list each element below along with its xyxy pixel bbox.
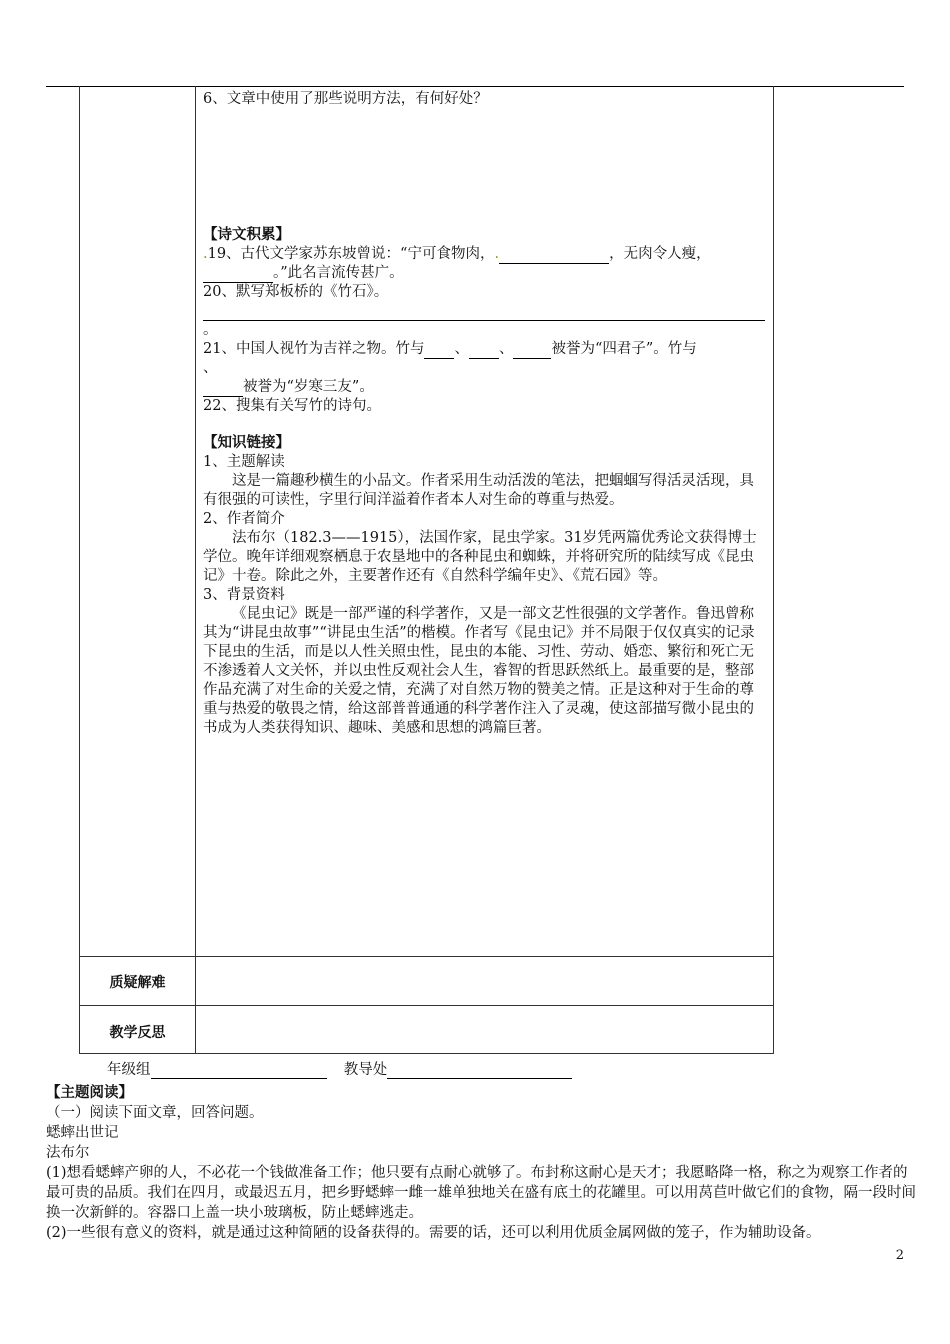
table-row-divider bbox=[79, 956, 774, 957]
reading-heading: 【主题阅读】 bbox=[46, 1085, 133, 1101]
answer-line[interactable] bbox=[203, 302, 765, 321]
question-20: 20、默写郑板桥的《竹石》。 bbox=[203, 284, 389, 300]
paragraph-2: (2)一些很有意义的资料，就是通过这种简陋的设备获得的。需要的话，还可以利用优质金属网做的笼子，作为辅助设备。 bbox=[46, 1225, 821, 1241]
paragraph-1: (1)想看蟋蟀产卵的人，不必花一个钱做准备工作；他只要有点耐心就够了。布封称这耐心是天才；我愿略降一格，称之为观察工作者的最可贵的品质。我们在四月，或最迟五月，把乡野蟋蟀一雌一雄单独地关在盛有底土的花罐里。可以用莴苣叶做它们的食物，隔一段时间换一次新鲜的。容器口上盖一块小玻璃板，防止蟋蟀逃走。 bbox=[46, 1165, 916, 1221]
article-author: 法布尔 bbox=[46, 1145, 90, 1161]
q19-text-c: 。”此名言流传甚广。 bbox=[273, 265, 404, 281]
fill-blank[interactable] bbox=[513, 344, 551, 359]
question-21: 21、中国人视竹为吉祥之物。竹与 、 、 被誉为“四君子”。竹与 bbox=[203, 341, 697, 357]
fill-blank[interactable] bbox=[469, 344, 499, 359]
row-label-reflection: 教学反思 bbox=[109, 1025, 166, 1041]
page-number: 2 bbox=[895, 1248, 904, 1263]
table-content-cell: 6、文章中使用了那些说明方法，有何好处？ 【诗文积累】 .19、古代文学家苏东坡曾说：“宁可食物肉，. ，无肉令人瘦， 。”此名言流传甚广。 20、默写郑板桥的《竹石》。 。 21、中国人视竹为吉祥之物。竹与 、 、 被誉为“四君子”。竹与 、 被誉为“岁寒三友”。 22、搜集有关写竹的诗句。 【知识链接】 1、主题解读 这是一篇趣秒横生的小品文。作者采用生动活泼的笔法，把蝈蝈写得活灵活现，具有很强的可读性，字里行间洋溢着作者本人对生命的尊重与热爱。 2、作者简介 法布尔（182.3——1915），法国作家，昆虫学家。31岁凭两篇优秀论文获得博士学位。晚年详细观察栖息于农垦地中的各种昆虫和蜘蛛，并将研究所的陆续写成《昆虫记》十卷。除此之外，主要著作还有《自然科学编年史》、《荒石园》等。 3、背景资料 《昆虫记》既是一部严谨的科学著作，又是一部文艺性很强的文学著作。鲁迅曾称其为“讲昆虫故事”“讲昆虫生活”的楷模。作者写《昆虫记》并不局限于仅仅真实的记录下昆虫的生活，而是以人性关照虫性，昆虫的本能、习性、劳动、婚恋、繁衍和死亡无不渗透着人文关怀，并以虫性反观社会人生，睿智的哲思跃然纸上。最重要的是，整部作品充满了对生命的关爱之情，充满了对自然万物的赞美之情。正是这种对于生命的尊重与热爱的敬畏之情，给这部普普通通的科学著作注入了灵魂，使这部描写微小昆虫的书成为人类获得知识、趣味、美感和思想的鸿篇巨著。 bbox=[203, 90, 768, 738]
q19-text-b: ，无肉令人瘦， bbox=[609, 246, 711, 262]
row-label-questions: 质疑解难 bbox=[109, 975, 166, 991]
grade-label: 年级组 bbox=[107, 1062, 151, 1078]
question-22: 22、搜集有关写竹的诗句。 bbox=[203, 398, 381, 414]
grade-signature-line[interactable] bbox=[151, 1064, 327, 1079]
period: 。 bbox=[203, 322, 218, 338]
poetry-heading: 【诗文积累】 bbox=[203, 227, 290, 243]
office-label: 教导处 bbox=[343, 1062, 388, 1078]
fill-blank[interactable] bbox=[203, 268, 273, 283]
theme-text: 这是一篇趣秒横生的小品文。作者采用生动活泼的笔法，把蝈蝈写得活灵活现，具有很强的可读性，字里行间洋溢着作者本人对生命的尊重与热爱。 bbox=[203, 473, 754, 508]
fill-blank[interactable] bbox=[203, 382, 243, 397]
fill-blank[interactable] bbox=[424, 344, 454, 359]
marker-dot: . bbox=[203, 246, 208, 262]
question-6: 6、文章中使用了那些说明方法，有何好处？ bbox=[203, 91, 488, 107]
author-text: 法布尔（182.3——1915），法国作家，昆虫学家。31岁凭两篇优秀论文获得博士学位。晚年详细观察栖息于农垦地中的各种昆虫和蜘蛛，并将研究所的陆续写成《昆虫记》十卷。除此之外，主要著作还有《自然科学编年史》、《荒石园》等。 bbox=[203, 530, 757, 584]
author-title: 2、作者简介 bbox=[203, 511, 285, 527]
background-title: 3、背景资料 bbox=[203, 587, 285, 603]
reading-subheading: （一）阅读下面文章，回答问题。 bbox=[46, 1105, 264, 1121]
background-text: 《昆虫记》既是一部严谨的科学著作，又是一部文艺性很强的文学著作。鲁迅曾称其为“讲昆虫故事”“讲昆虫生活”的楷模。作者写《昆虫记》并不局限于仅仅真实的记录下昆虫的生活，而是以人性关照虫性，昆虫的本能、习性、劳动、婚恋、繁衍和死亡无不渗透着人文关怀，并以虫性反观社会人生，睿智的哲思跃然纸上。最重要的是，整部作品充满了对生命的关爱之情，充满了对自然万物的赞美之情。正是这种对于生命的尊重与热爱的敬畏之情，给这部普普通通的科学著作注入了灵魂，使这部描写微小昆虫的书成为人类获得知识、趣味、美感和思想的鸿篇巨著。 bbox=[203, 606, 755, 736]
fill-blank[interactable] bbox=[499, 249, 609, 264]
signature-footer bbox=[107, 1058, 572, 1079]
q19-text-a: 19、古代文学家苏东坡曾说：“宁可食物肉， bbox=[207, 246, 495, 262]
reading-section bbox=[46, 1083, 916, 1243]
article-title: 蟋蟀出世记 bbox=[46, 1125, 119, 1141]
office-signature-line[interactable] bbox=[387, 1064, 572, 1079]
table-row-divider bbox=[79, 1005, 774, 1006]
knowledge-heading: 【知识链接】 bbox=[203, 435, 290, 451]
theme-title: 1、主题解读 bbox=[203, 454, 285, 470]
table-column-divider bbox=[195, 86, 196, 1054]
question-19: .19、古代文学家苏东坡曾说：“宁可食物肉，. ，无肉令人瘦， bbox=[203, 246, 711, 262]
